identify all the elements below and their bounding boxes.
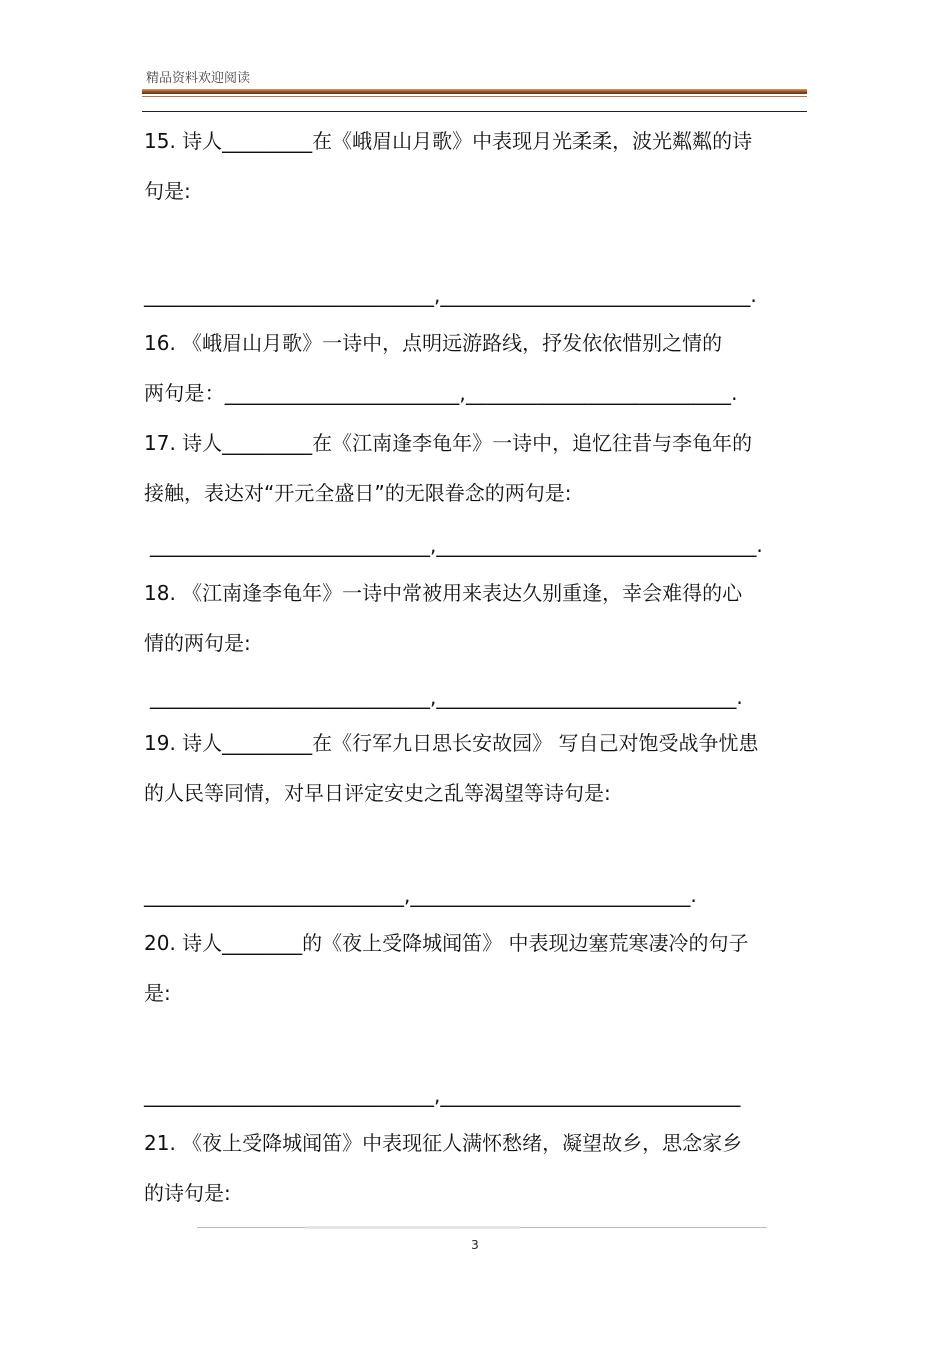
header-rule-black bbox=[142, 111, 807, 112]
question-20-line-1: 20. 诗人________的《夜上受降城闻笛》 中表现边塞荒寒凄冷的句子 bbox=[144, 931, 749, 955]
question-16-line-1: 16. 《峨眉山月歌》一诗中，点明远游路线，抒发依依惜别之情的 bbox=[144, 331, 723, 355]
question-15-line-2: 句是: bbox=[144, 179, 191, 203]
question-19-answer-blanks: __________________________,____________________________. bbox=[144, 883, 697, 907]
question-21-line-2: 的诗句是: bbox=[144, 1181, 231, 1205]
question-17-line-1: 17. 诗人_________在《江南逢李龟年》一诗中，追忆往昔与李龟年的 bbox=[144, 431, 753, 455]
header-rule-thin bbox=[142, 96, 807, 97]
question-17-line-2: 接触，表达对“开元全盛日”的无限眷念的两句是: bbox=[144, 481, 572, 505]
question-18-line-2: 情的两句是: bbox=[144, 631, 251, 655]
question-18-answer-blanks: ____________________________,______________________________. bbox=[150, 685, 743, 709]
question-18-line-1: 18. 《江南逢李龟年》一诗中常被用来表达久别重逢，幸会难得的心 bbox=[144, 581, 743, 605]
question-19-line-1: 19. 诗人_________在《行军九日思长安故园》 写自己对饱受战争忧患 bbox=[144, 731, 759, 755]
header-text: 精品资料欢迎阅读 bbox=[146, 71, 251, 86]
footer-rule-accent bbox=[305, 1226, 520, 1229]
question-16-line-2: 两句是：_______________________,__________________________. bbox=[144, 381, 738, 405]
question-15-line-1: 15. 诗人_________在《峨眉山月歌》中表现月光柔柔，波光粼粼的诗 bbox=[144, 129, 753, 153]
question-21-line-1: 21. 《夜上受降城闻笛》中表现征人满怀愁绪，凝望故乡，思念家乡 bbox=[144, 1131, 743, 1155]
page-number: 3 bbox=[471, 1238, 479, 1252]
question-17-answer-blanks: ____________________________,________________________________. bbox=[150, 533, 763, 557]
question-20-line-2: 是: bbox=[144, 981, 171, 1005]
question-20-answer-blanks: _____________________________,______________________________ bbox=[144, 1083, 741, 1107]
question-19-line-2: 的人民等同情，对早日评定安史之乱等渴望等诗句是: bbox=[144, 781, 611, 805]
header-rule-brown bbox=[142, 89, 807, 94]
question-15-answer-blanks: _____________________________,_______________________________. bbox=[144, 283, 757, 307]
